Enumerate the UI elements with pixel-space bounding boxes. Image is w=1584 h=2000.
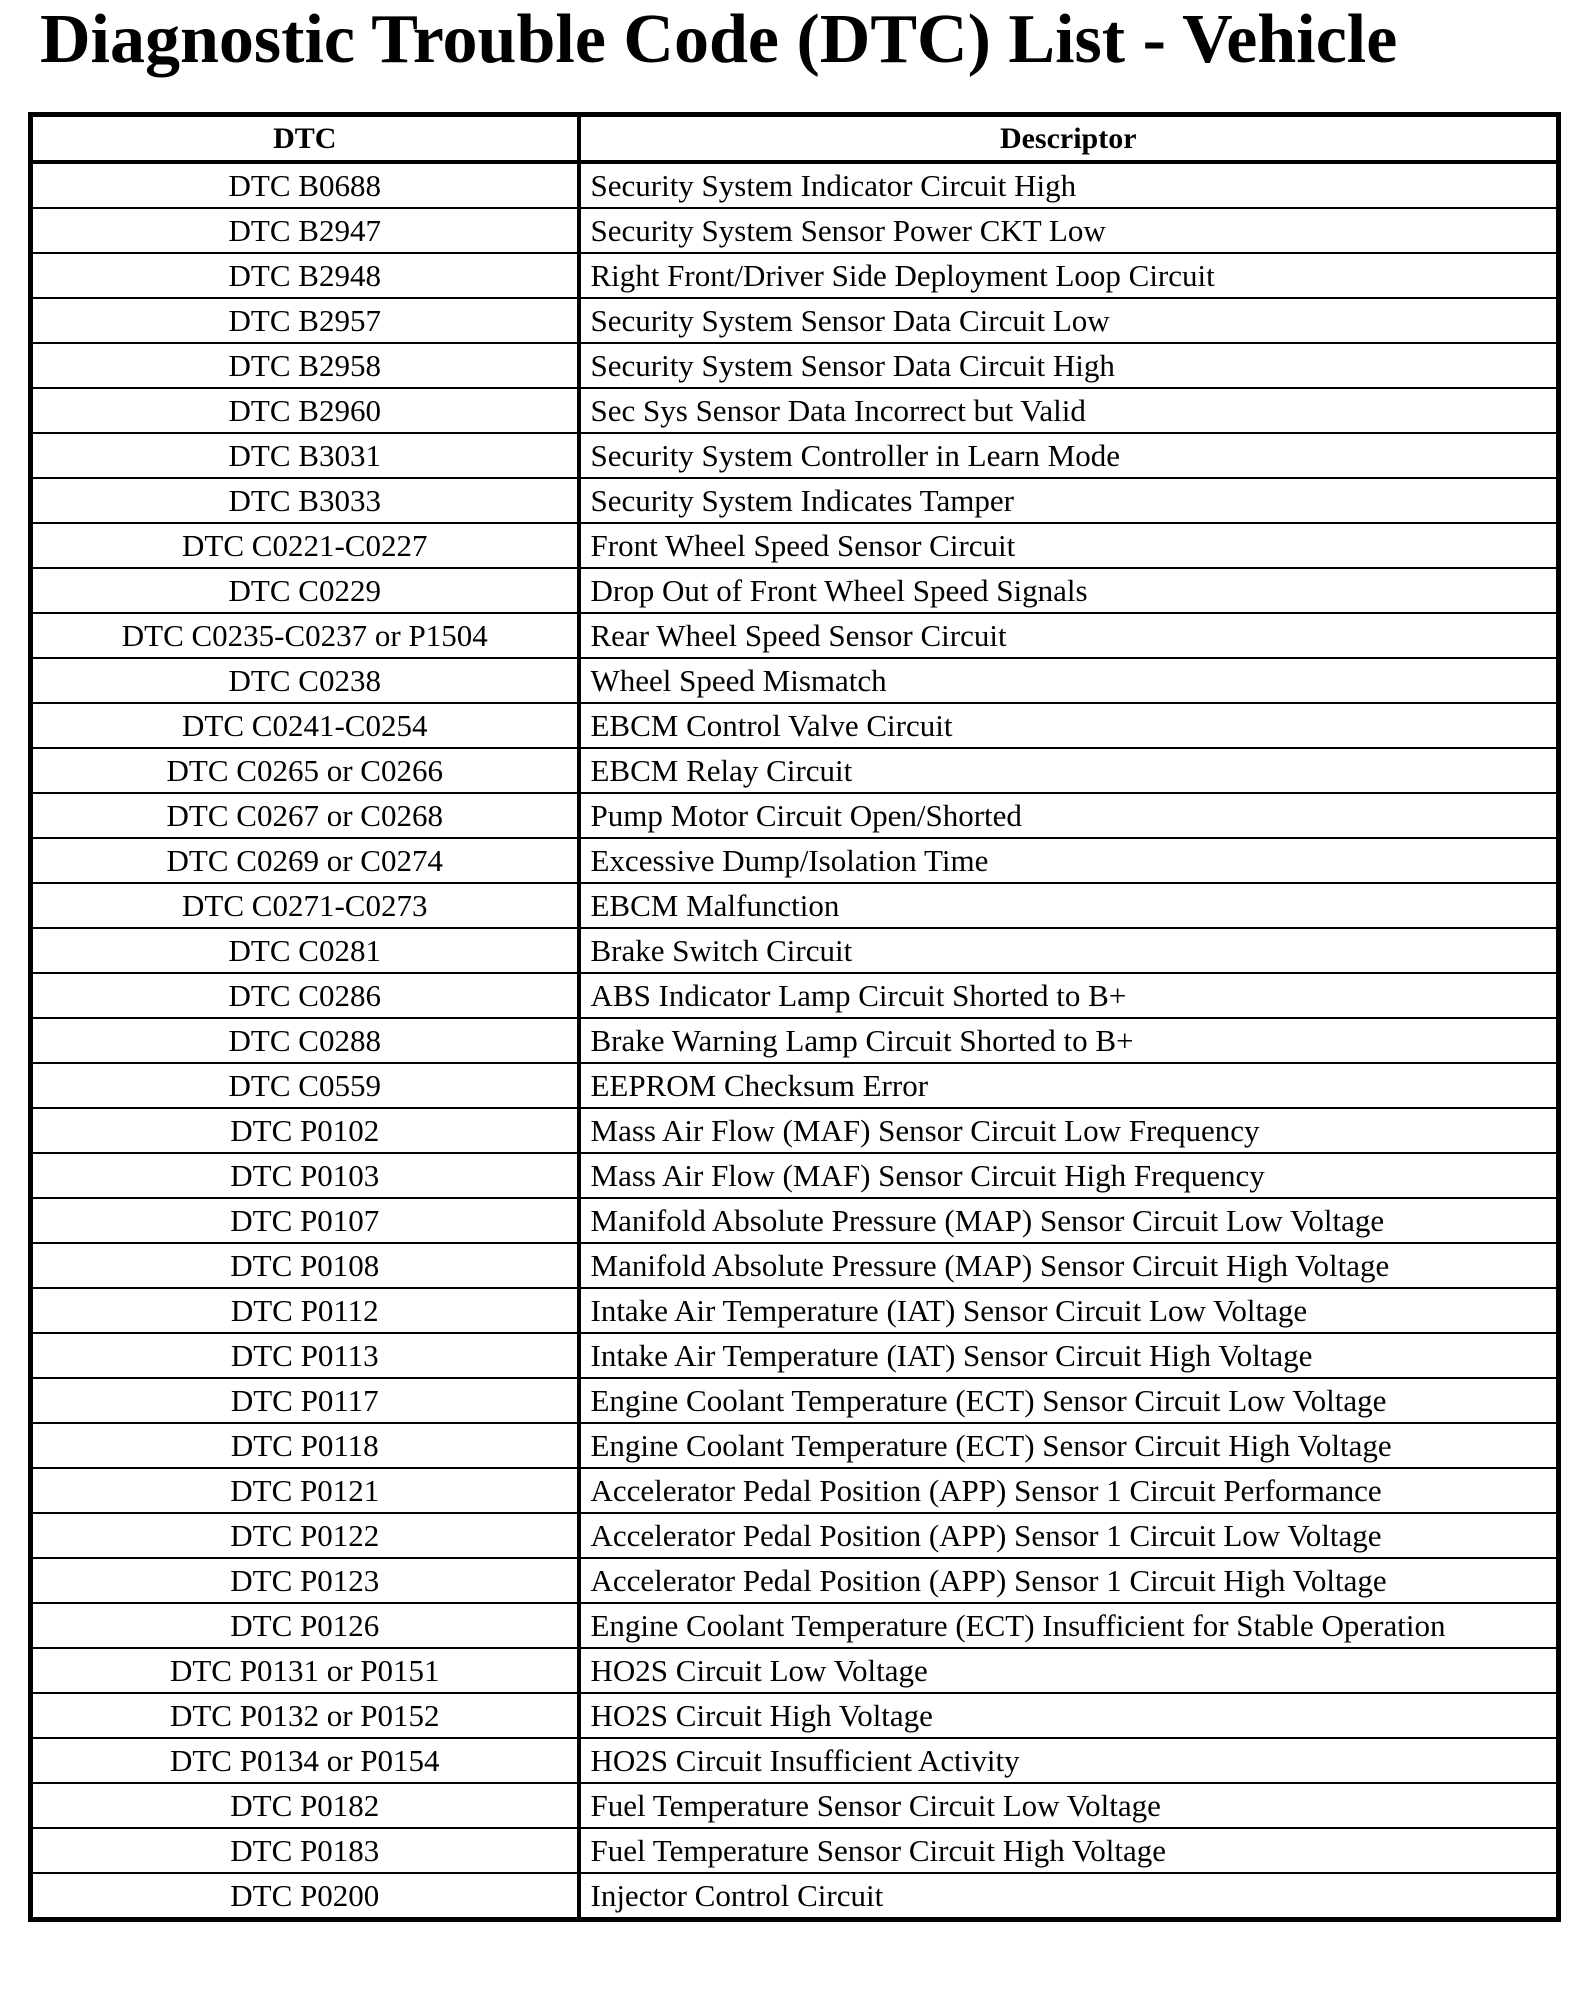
table-row <box>31 208 1559 253</box>
table-row <box>31 1513 1559 1558</box>
table-row <box>31 838 1559 883</box>
table-row <box>31 1423 1559 1468</box>
dtc-code-cell: DTC B2958 <box>31 343 579 388</box>
dtc-code-cell: DTC C0286 <box>31 973 579 1018</box>
descriptor-cell: Accelerator Pedal Position (APP) Sensor 1 Circuit Low Voltage <box>579 1513 1559 1558</box>
descriptor-cell: Security System Indicator Circuit High <box>579 162 1559 208</box>
table-row <box>31 478 1559 523</box>
descriptor-cell: Brake Warning Lamp Circuit Shorted to B+ <box>579 1018 1559 1063</box>
dtc-code-cell: DTC P0117 <box>31 1378 579 1423</box>
column-header-dtc: DTC <box>31 115 579 163</box>
dtc-table <box>28 112 1561 1922</box>
descriptor-cell: HO2S Circuit Insufficient Activity <box>579 1738 1559 1783</box>
dtc-code-cell: DTC P0126 <box>31 1603 579 1648</box>
table-row <box>31 613 1559 658</box>
dtc-code-cell: DTC B2960 <box>31 388 579 433</box>
dtc-code-cell: DTC P0134 or P0154 <box>31 1738 579 1783</box>
table-row <box>31 703 1559 748</box>
dtc-code-cell: DTC P0131 or P0151 <box>31 1648 579 1693</box>
dtc-code-cell: DTC P0183 <box>31 1828 579 1873</box>
descriptor-cell: Drop Out of Front Wheel Speed Signals <box>579 568 1559 613</box>
dtc-code-cell: DTC B2957 <box>31 298 579 343</box>
dtc-code-cell: DTC B2947 <box>31 208 579 253</box>
table-row <box>31 1063 1559 1108</box>
descriptor-cell: Rear Wheel Speed Sensor Circuit <box>579 613 1559 658</box>
table-row <box>31 253 1559 298</box>
dtc-code-cell: DTC P0112 <box>31 1288 579 1333</box>
dtc-code-cell: DTC B3031 <box>31 433 579 478</box>
table-row <box>31 973 1559 1018</box>
table-row <box>31 1288 1559 1333</box>
table-row <box>31 1108 1559 1153</box>
page-title: Diagnostic Trouble Code (DTC) List - Vehicle <box>40 1 1398 78</box>
table-row <box>31 1198 1559 1243</box>
descriptor-cell: Security System Sensor Power CKT Low <box>579 208 1559 253</box>
table-row <box>31 928 1559 973</box>
table-row <box>31 1243 1559 1288</box>
dtc-code-cell: DTC B2948 <box>31 253 579 298</box>
table-row <box>31 1468 1559 1513</box>
dtc-code-cell: DTC C0265 or C0266 <box>31 748 579 793</box>
dtc-code-cell: DTC P0132 or P0152 <box>31 1693 579 1738</box>
table-row <box>31 1873 1559 1920</box>
table-row <box>31 298 1559 343</box>
table-row <box>31 883 1559 928</box>
descriptor-cell: Brake Switch Circuit <box>579 928 1559 973</box>
descriptor-cell: Fuel Temperature Sensor Circuit Low Voltage <box>579 1783 1559 1828</box>
table-row <box>31 388 1559 433</box>
descriptor-cell: Mass Air Flow (MAF) Sensor Circuit High Frequency <box>579 1153 1559 1198</box>
descriptor-cell: ABS Indicator Lamp Circuit Shorted to B+ <box>579 973 1559 1018</box>
table-row <box>31 1558 1559 1603</box>
table-row <box>31 1603 1559 1648</box>
dtc-code-cell: DTC C0235-C0237 or P1504 <box>31 613 579 658</box>
table-row <box>31 1648 1559 1693</box>
table-row <box>31 1738 1559 1783</box>
dtc-code-cell: DTC C0281 <box>31 928 579 973</box>
table-body <box>31 162 1559 1920</box>
table-row <box>31 1018 1559 1063</box>
table-header-row <box>31 115 1559 163</box>
dtc-code-cell: DTC P0182 <box>31 1783 579 1828</box>
dtc-code-cell: DTC C0221-C0227 <box>31 523 579 568</box>
descriptor-cell: Security System Sensor Data Circuit Low <box>579 298 1559 343</box>
table-row <box>31 1693 1559 1738</box>
descriptor-cell: Security System Sensor Data Circuit High <box>579 343 1559 388</box>
table-row <box>31 1783 1559 1828</box>
dtc-code-cell: DTC C0288 <box>31 1018 579 1063</box>
descriptor-cell: Security System Controller in Learn Mode <box>579 433 1559 478</box>
descriptor-cell: Accelerator Pedal Position (APP) Sensor 1 Circuit High Voltage <box>579 1558 1559 1603</box>
descriptor-cell: HO2S Circuit High Voltage <box>579 1693 1559 1738</box>
descriptor-cell: Security System Indicates Tamper <box>579 478 1559 523</box>
dtc-code-cell: DTC C0238 <box>31 658 579 703</box>
dtc-code-cell: DTC C0559 <box>31 1063 579 1108</box>
descriptor-cell: Intake Air Temperature (IAT) Sensor Circuit Low Voltage <box>579 1288 1559 1333</box>
dtc-code-cell: DTC P0113 <box>31 1333 579 1378</box>
descriptor-cell: Engine Coolant Temperature (ECT) Sensor Circuit High Voltage <box>579 1423 1559 1468</box>
descriptor-cell: Sec Sys Sensor Data Incorrect but Valid <box>579 388 1559 433</box>
descriptor-cell: Pump Motor Circuit Open/Shorted <box>579 793 1559 838</box>
descriptor-cell: Manifold Absolute Pressure (MAP) Sensor Circuit Low Voltage <box>579 1198 1559 1243</box>
dtc-code-cell: DTC P0123 <box>31 1558 579 1603</box>
descriptor-cell: Engine Coolant Temperature (ECT) Sensor Circuit Low Voltage <box>579 1378 1559 1423</box>
dtc-code-cell: DTC C0269 or C0274 <box>31 838 579 883</box>
descriptor-cell: EBCM Malfunction <box>579 883 1559 928</box>
descriptor-cell: Engine Coolant Temperature (ECT) Insufficient for Stable Operation <box>579 1603 1559 1648</box>
dtc-code-cell: DTC P0118 <box>31 1423 579 1468</box>
table-row <box>31 748 1559 793</box>
descriptor-cell: Mass Air Flow (MAF) Sensor Circuit Low Frequency <box>579 1108 1559 1153</box>
table-row <box>31 1333 1559 1378</box>
table-row <box>31 433 1559 478</box>
descriptor-cell: Fuel Temperature Sensor Circuit High Voltage <box>579 1828 1559 1873</box>
dtc-code-cell: DTC P0122 <box>31 1513 579 1558</box>
table-row <box>31 1153 1559 1198</box>
descriptor-cell: Right Front/Driver Side Deployment Loop Circuit <box>579 253 1559 298</box>
dtc-code-cell: DTC C0229 <box>31 568 579 613</box>
descriptor-cell: Front Wheel Speed Sensor Circuit <box>579 523 1559 568</box>
dtc-code-cell: DTC P0200 <box>31 1873 579 1920</box>
descriptor-cell: EBCM Control Valve Circuit <box>579 703 1559 748</box>
descriptor-cell: Accelerator Pedal Position (APP) Sensor 1 Circuit Performance <box>579 1468 1559 1513</box>
descriptor-cell: Manifold Absolute Pressure (MAP) Sensor Circuit High Voltage <box>579 1243 1559 1288</box>
table-row <box>31 162 1559 208</box>
dtc-code-cell: DTC B0688 <box>31 162 579 208</box>
dtc-code-cell: DTC P0103 <box>31 1153 579 1198</box>
dtc-code-cell: DTC C0267 or C0268 <box>31 793 579 838</box>
table-row <box>31 1828 1559 1873</box>
dtc-code-cell: DTC B3033 <box>31 478 579 523</box>
dtc-code-cell: DTC C0271-C0273 <box>31 883 579 928</box>
descriptor-cell: Excessive Dump/Isolation Time <box>579 838 1559 883</box>
table-row <box>31 343 1559 388</box>
dtc-code-cell: DTC P0102 <box>31 1108 579 1153</box>
table-row <box>31 793 1559 838</box>
descriptor-cell: Wheel Speed Mismatch <box>579 658 1559 703</box>
table-row <box>31 658 1559 703</box>
dtc-code-cell: DTC P0107 <box>31 1198 579 1243</box>
descriptor-cell: HO2S Circuit Low Voltage <box>579 1648 1559 1693</box>
dtc-code-cell: DTC P0121 <box>31 1468 579 1513</box>
descriptor-cell: EEPROM Checksum Error <box>579 1063 1559 1108</box>
descriptor-cell: EBCM Relay Circuit <box>579 748 1559 793</box>
dtc-code-cell: DTC C0241-C0254 <box>31 703 579 748</box>
table-row <box>31 568 1559 613</box>
descriptor-cell: Injector Control Circuit <box>579 1873 1559 1920</box>
dtc-code-cell: DTC P0108 <box>31 1243 579 1288</box>
table-row <box>31 1378 1559 1423</box>
descriptor-cell: Intake Air Temperature (IAT) Sensor Circuit High Voltage <box>579 1333 1559 1378</box>
table-row <box>31 523 1559 568</box>
column-header-descriptor: Descriptor <box>579 115 1559 163</box>
